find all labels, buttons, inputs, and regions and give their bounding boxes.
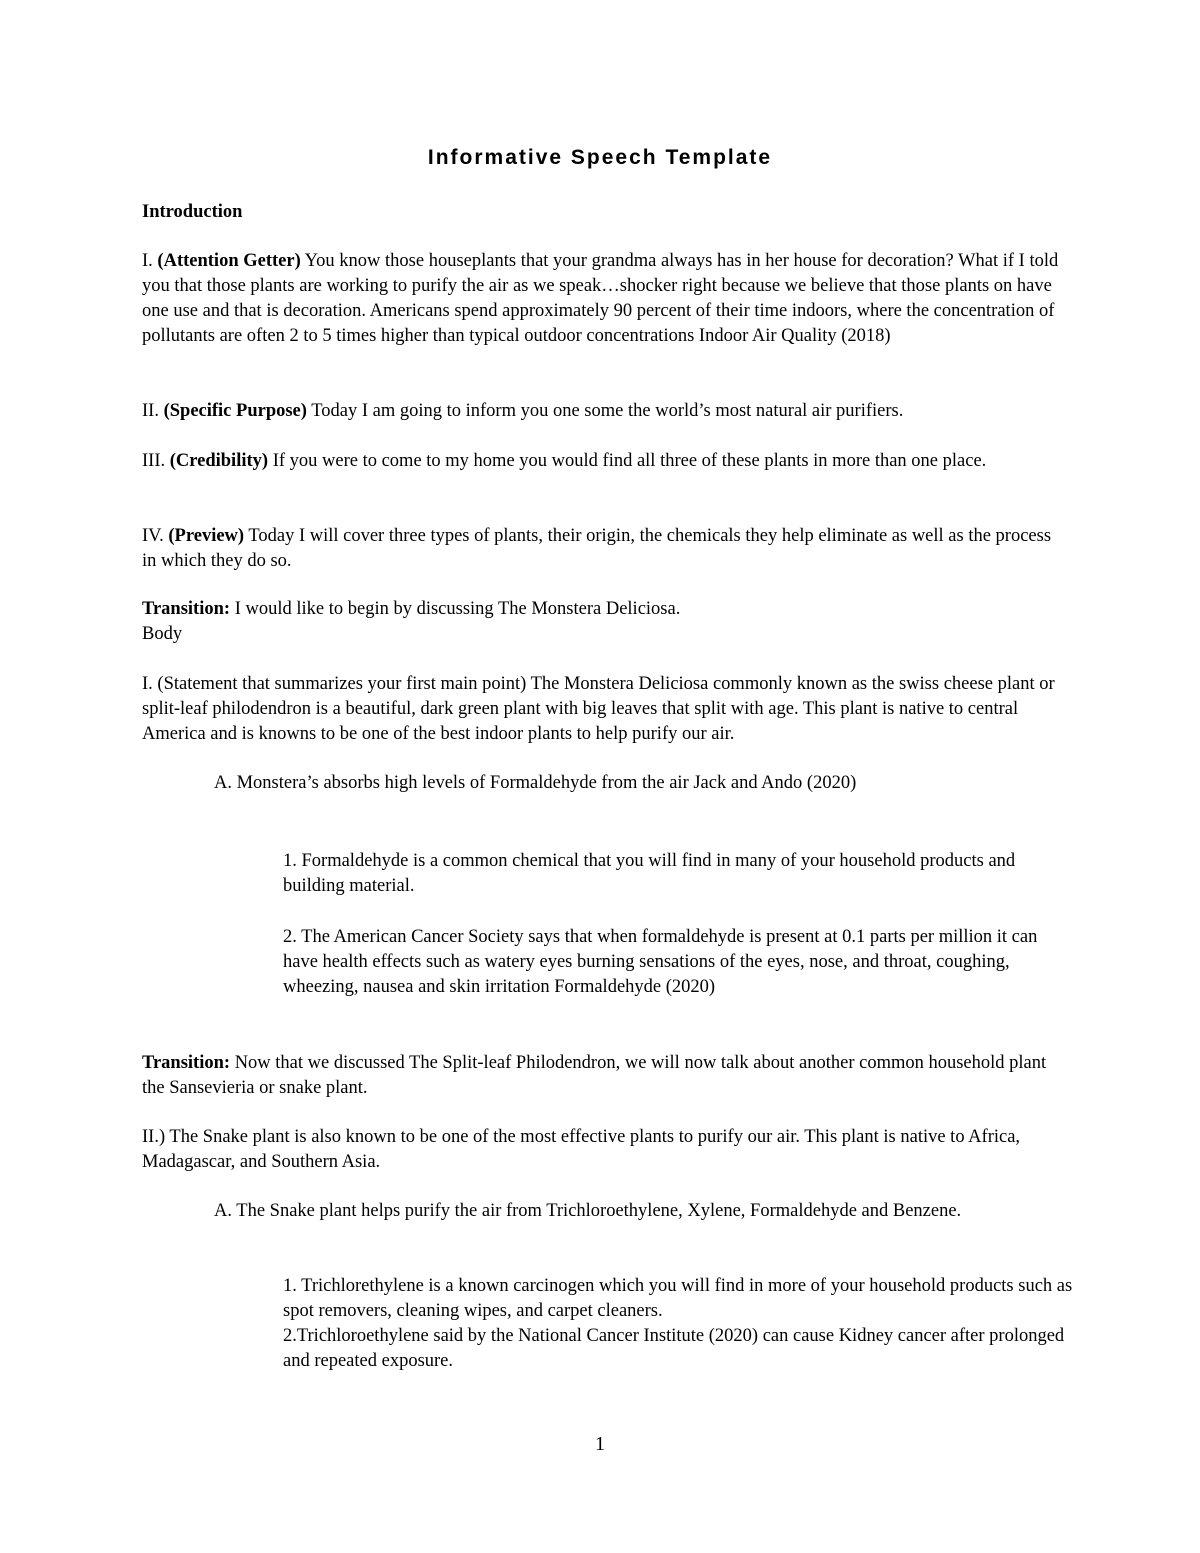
body-heading: Body — [142, 624, 183, 644]
attention-getter-paragraph — [142, 249, 1062, 349]
subpoint-2a-item-1: 1. Trichlorethylene is a known carcinogen which you will find in more of your household products such as spot removers, cleaning wipes, and carpet cleaners. — [283, 1276, 1073, 1321]
credibility-text: If you were to come to my home you would find all three of these plants in more than one place. — [268, 451, 987, 471]
subpoint-1a-item-1: 1. Formaldehyde is a common chemical that you will find in many of your household products and building material. — [283, 851, 1016, 896]
page-title: Informative Speech Template — [427, 146, 773, 169]
main-point-1: I. (Statement that summarizes your first main point) The Monstera Deliciosa commonly known as the swiss cheese plant or split-leaf philodendron is a beautiful, dark green plant with big leaves that split with age. This plant is native to central America and is knowns to be one of the best indoor plants to help purify our air. — [142, 674, 1055, 744]
subpoint-1a-item-2: 2. The American Cancer Society says that when formaldehyde is present at 0.1 parts per million it can have health effects such as watery eyes burning sensations of the eyes, nose, and throat, coughing, wheezing, nausea and skin irritation Formaldehyde (2020) — [283, 927, 1038, 997]
subpoint-2a-item-2: 2.Trichloroethylene said by the National Cancer Institute (2020) can cause Kidney cancer after prolonged and repeated exposure. — [283, 1326, 1065, 1371]
subpoint-2a: A. The Snake plant helps purify the air from Trichloroethylene, Xylene, Formaldehyde and Benzene. — [214, 1201, 962, 1221]
paragraph-number: IV. — [142, 526, 169, 546]
specific-purpose-paragraph — [142, 399, 1062, 424]
transition-label: Transition: — [142, 1053, 231, 1073]
transition-text: Now that we discussed The Split-leaf Philodendron, we will now talk about another common household plant the Sansevieria or snake plant. — [142, 1053, 1047, 1098]
preview-label: (Preview) — [168, 526, 245, 546]
transition-label: Transition: — [142, 599, 231, 619]
page-number: 1 — [595, 1433, 605, 1455]
introduction-heading: Introduction — [142, 202, 243, 222]
specific-purpose-label: (Specific Purpose) — [163, 401, 307, 421]
paragraph-number: II. — [142, 401, 164, 421]
attention-getter-label: (Attention Getter) — [157, 251, 301, 271]
paragraph-number: III. — [142, 451, 170, 471]
attention-getter-text: You know those houseplants that your grandma always has in her house for decoration? What if I told you that those plants are working to purify the air as we speak…shocker right because we believe that those plants on have one use and that is decoration. Americans spend approximately 90 percent of their time indoors, where the concentration of pollutants are often 2 to 5 times higher than typical outdoor concentrations Indoor Air Quality (2018) — [142, 251, 1059, 346]
preview-text: Today I will cover three types of plants, their origin, the chemicals they help eliminate as well as the process in which they do so. — [142, 526, 1052, 571]
transition-text: I would like to begin by discussing The Monstera Deliciosa. — [230, 599, 681, 619]
specific-purpose-text: Today I am going to inform you one some the world’s most natural air purifiers. — [306, 401, 904, 421]
credibility-paragraph — [142, 449, 1062, 474]
subpoint-1a: A. Monstera’s absorbs high levels of Formaldehyde from the air Jack and Ando (2020) — [214, 773, 857, 793]
transition-1-paragraph — [142, 597, 1062, 622]
preview-paragraph — [142, 524, 1062, 574]
paragraph-number: I. — [142, 251, 158, 271]
transition-2-paragraph — [142, 1051, 1062, 1101]
credibility-label: (Credibility) — [169, 451, 269, 471]
main-point-2: II.) The Snake plant is also known to be one of the most effective plants to purify our air. This plant is native to Africa, Madagascar, and Southern Asia. — [142, 1127, 1021, 1172]
